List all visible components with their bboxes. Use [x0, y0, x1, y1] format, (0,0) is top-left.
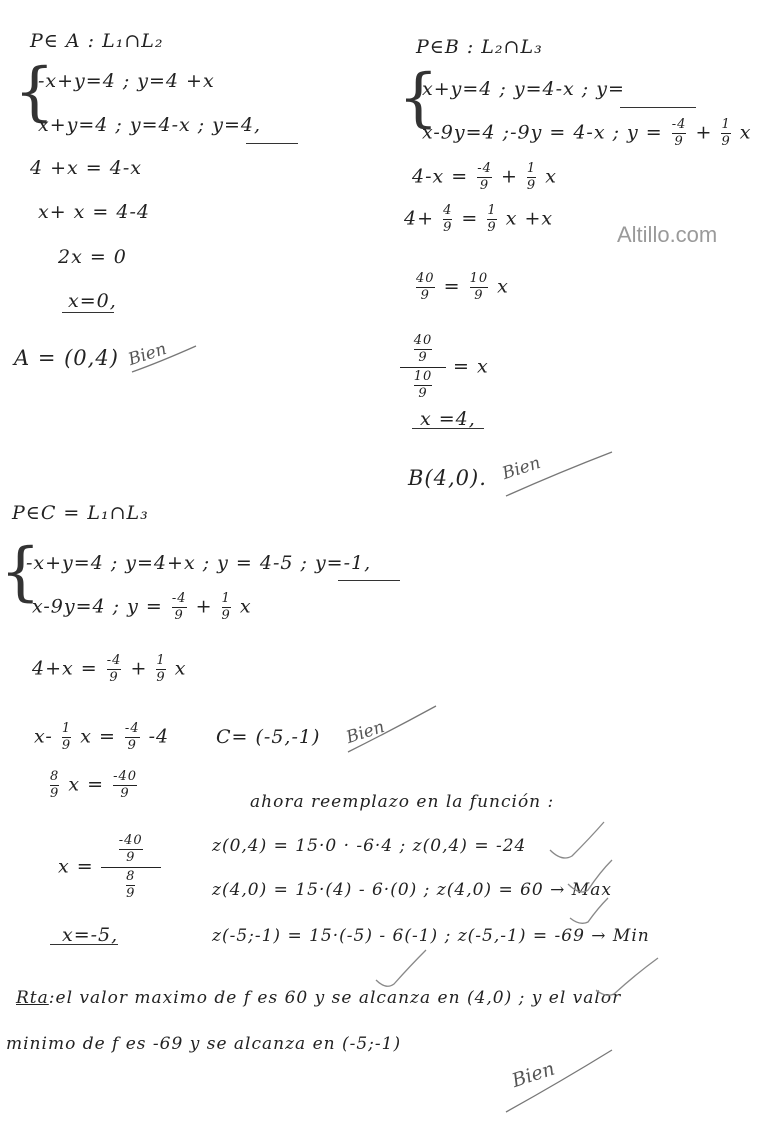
denominator: 9 — [61, 738, 72, 753]
denominator: 9 — [174, 608, 184, 623]
text: x-9y=4 ; y = — [32, 595, 163, 618]
checkmark-icon — [568, 860, 612, 892]
denominator: 9 — [526, 178, 537, 193]
section-b-eq1: x+y=4 ; y=4-x ; y= — [422, 78, 625, 100]
variable: x — [545, 165, 557, 188]
operator: = — [461, 207, 479, 230]
text: x = — [80, 725, 116, 748]
numerator: 40 — [413, 333, 433, 348]
numerator: 10 — [469, 271, 489, 286]
numerator: 4 — [443, 203, 453, 218]
text: x-9y=4 ;-9y = 4-x ; y = — [422, 121, 663, 144]
numerator: -4 — [124, 721, 140, 736]
denominator: 9 — [126, 886, 136, 901]
teacher-check-c: Bien — [343, 716, 388, 748]
answer-label: Rta — [16, 988, 49, 1008]
answer-text-1: :el valor maximo de f es 60 y se alcanza en (4,0) ; y el valor — [48, 988, 622, 1008]
denominator: 9 — [221, 608, 231, 623]
denominator: 9 — [420, 288, 430, 303]
system-brace-c: { — [0, 535, 41, 609]
numerator: 8 — [50, 769, 60, 784]
numerator: 1 — [721, 117, 731, 132]
checkmark-icon — [550, 822, 604, 858]
point-b-result: B(4,0). — [408, 466, 487, 490]
section-b-heading: P∈B : L₂∩L₃ — [416, 36, 543, 58]
check-stroke — [348, 706, 436, 752]
variable: x — [239, 595, 252, 618]
evaluation-intro: ahora reemplazo en la función : — [250, 792, 555, 812]
variable: x — [174, 657, 187, 680]
text: 4+x = — [32, 657, 98, 680]
text: 4+ — [404, 207, 435, 230]
denominator: 9 — [479, 178, 490, 193]
denominator: 9 — [109, 670, 119, 685]
text: x = — [58, 855, 94, 878]
denominator: 9 — [674, 134, 684, 149]
denominator: 9 — [487, 220, 497, 235]
numerator: -4 — [671, 117, 687, 132]
text: -4 — [148, 725, 170, 748]
text: 4-x = — [412, 165, 469, 188]
numerator: 10 — [413, 369, 433, 384]
numerator: -40 — [113, 769, 137, 784]
denominator: 9 — [156, 670, 166, 685]
section-a-eq1: -x+y=4 ; y=4 +x — [38, 70, 215, 92]
check-stroke — [506, 452, 612, 496]
numerator: -4 — [106, 653, 122, 668]
watermark: Altillo.com — [617, 222, 718, 247]
numerator: 40 — [416, 271, 435, 286]
operator: + — [195, 595, 213, 618]
operator: + — [500, 165, 518, 188]
answer-line-2: minimo de f es -69 y se alcanza en (-5;-1) — [6, 1034, 402, 1054]
denominator: 9 — [418, 386, 428, 401]
section-a-step4: x=0, — [68, 290, 117, 312]
text: -x+y=4 ; y=4+x ; y = 4-5 ; — [26, 552, 308, 574]
variable: x — [739, 121, 752, 144]
teacher-check-b: Bien — [499, 452, 544, 484]
section-a-eq2-result: y=4, — [212, 114, 262, 136]
numerator: 1 — [526, 161, 537, 176]
operator: + — [695, 121, 713, 144]
denominator: 9 — [126, 850, 136, 865]
denominator: 9 — [443, 220, 453, 235]
text: x = — [68, 773, 105, 796]
checkmark-icon — [376, 950, 426, 986]
system-brace-a: { — [14, 55, 55, 129]
numerator: -4 — [171, 591, 187, 606]
section-c-heading: P∈C = L₁∩L₃ — [12, 502, 149, 524]
section-c-eq1-result: y=-1, — [314, 552, 372, 574]
text: x- — [34, 725, 53, 748]
check-stroke — [132, 346, 196, 372]
numerator: -4 — [477, 161, 492, 176]
numerator: 1 — [61, 721, 72, 736]
variable: x — [497, 275, 509, 298]
denominator: 9 — [474, 288, 484, 303]
numerator: 8 — [126, 869, 136, 884]
evaluation-line-3: z(-5;-1) = 15·(-5) - 6(-1) ; z(-5,-1) = -69 → Min — [212, 926, 650, 946]
checkmark-icon — [596, 958, 658, 995]
checkmark-icon — [570, 898, 608, 923]
denominator: 9 — [418, 350, 428, 365]
point-a-result: A = (0,4) — [14, 346, 119, 370]
section-a-step2: x+ x = 4-4 — [38, 201, 150, 223]
numerator: 1 — [156, 653, 166, 668]
operator: + — [130, 657, 148, 680]
text: x +x — [505, 207, 554, 230]
system-brace-b: { — [398, 61, 439, 135]
section-a-step3: 2x = 0 — [58, 246, 127, 268]
section-a-heading: P∈ A : L₁∩L₂ — [30, 30, 164, 52]
numerator: 1 — [487, 203, 497, 218]
section-b-step5: x =4, — [420, 408, 476, 430]
denominator: 9 — [50, 786, 60, 801]
section-c-step5: x=-5, — [62, 924, 119, 946]
evaluation-line-1: z(0,4) = 15·0 · -6·4 ; z(0,4) = -24 — [212, 836, 527, 856]
denominator: 9 — [721, 134, 731, 149]
operator: = — [443, 275, 461, 298]
section-a-eq2-text: x+y=4 ; y=4-x ; — [38, 114, 206, 136]
denominator: 9 — [127, 738, 137, 753]
numerator: 1 — [221, 591, 231, 606]
text: = x — [453, 355, 489, 378]
teacher-check-final: Bien — [509, 1057, 558, 1092]
denominator: 9 — [120, 786, 130, 801]
check-stroke — [506, 1050, 612, 1112]
evaluation-line-2: z(4,0) = 15·(4) - 6·(0) ; z(4,0) = 60 → Max — [212, 880, 612, 900]
numerator: -40 — [118, 833, 143, 848]
section-a-step1: 4 +x = 4-x — [30, 157, 142, 179]
teacher-check-a: Bien — [125, 338, 170, 370]
point-c-result: C= (-5,-1) — [216, 726, 321, 748]
